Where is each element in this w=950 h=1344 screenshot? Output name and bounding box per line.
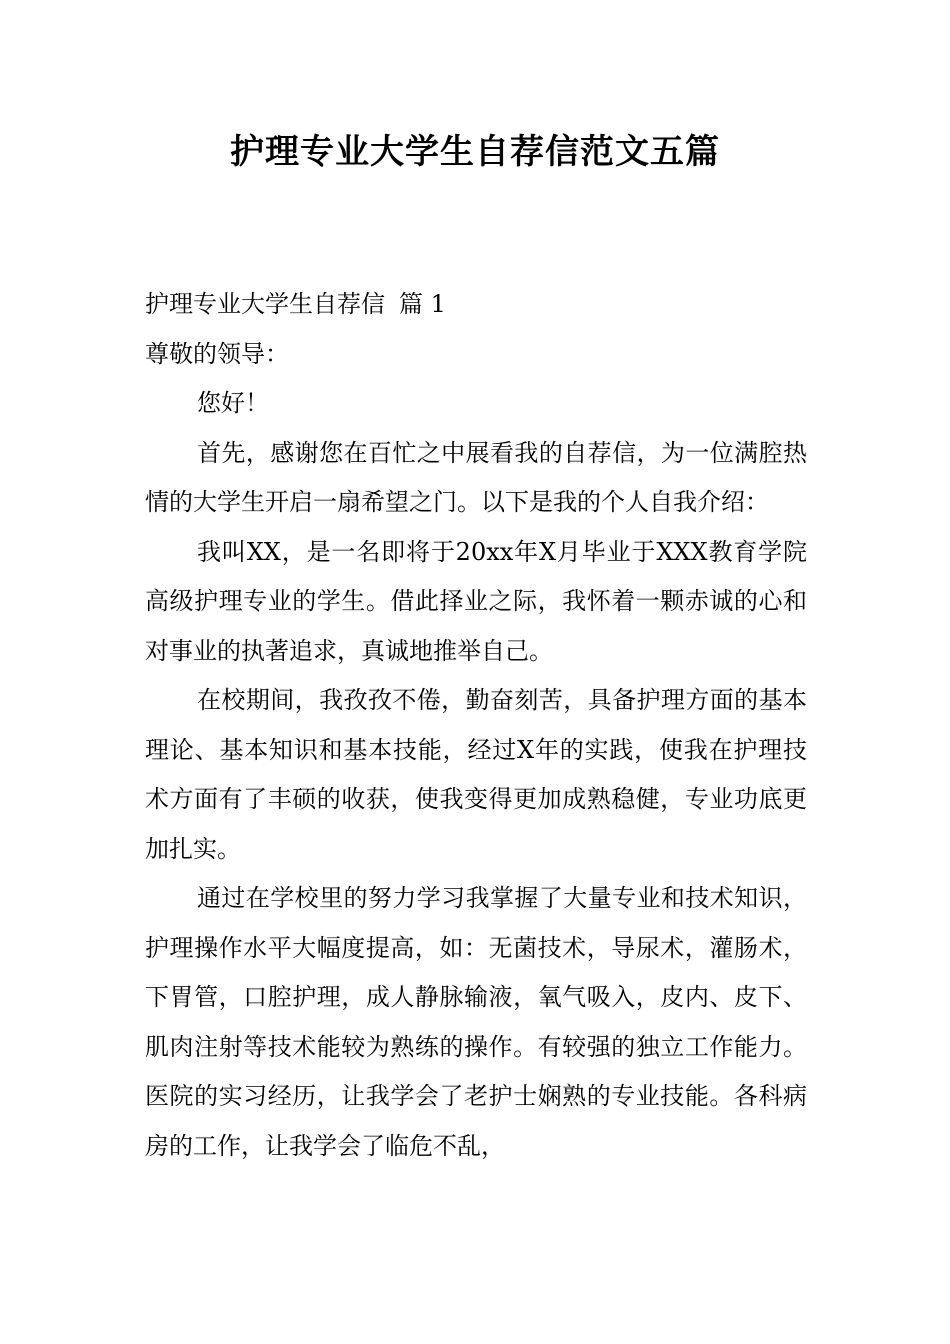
paragraph-3: 在校期间，我孜孜不倦，勤奋刻苦，具备护理方面的基本理论、基本知识和基本技能，经过X年的实践，使我在护理技术方面有了丰硕的收获，使我变得更加成熟稳健，专业功底更加扎实。 — [145, 686, 807, 863]
section-heading — [145, 280, 807, 330]
paragraph-4: 通过在学校里的努力学习我掌握了大量专业和技术知识，护理操作水平大幅度提高，如：无菌技术，导尿术，灌肠术，下胃管，口腔护理，成人静脉输液，氧气吸入，皮内、皮下、肌肉注射等技术能较为熟练的操作。有较强的独立工作能力。医院的实习经历，让我学会了老护士娴熟的专业技能。各科病房的工作，让我学会了临危不乱， — [145, 884, 807, 1160]
document-title: 护理专业大学生自荐信范文五篇 — [230, 132, 720, 172]
section-heading-text: 护理专业大学生自荐信 — [145, 290, 385, 318]
document-body — [145, 280, 807, 1171]
greeting: 您好！ — [197, 389, 269, 417]
paragraph-1: 首先，感谢您在百忙之中展看我的自荐信，为一位满腔热情的大学生开启一扇希望之门。以下是我的个人自我介绍： — [145, 438, 807, 516]
section-tag: 篇 1 — [399, 290, 446, 318]
salutation: 尊敬的领导： — [145, 339, 289, 368]
paragraph-2: 我叫XX，是一名即将于20xx年X月毕业于XXX教育学院高级护理专业的学生。借此择业之际，我怀着一颗赤诚的心和对事业的执著追求，真诚地推举自己。 — [145, 537, 807, 665]
